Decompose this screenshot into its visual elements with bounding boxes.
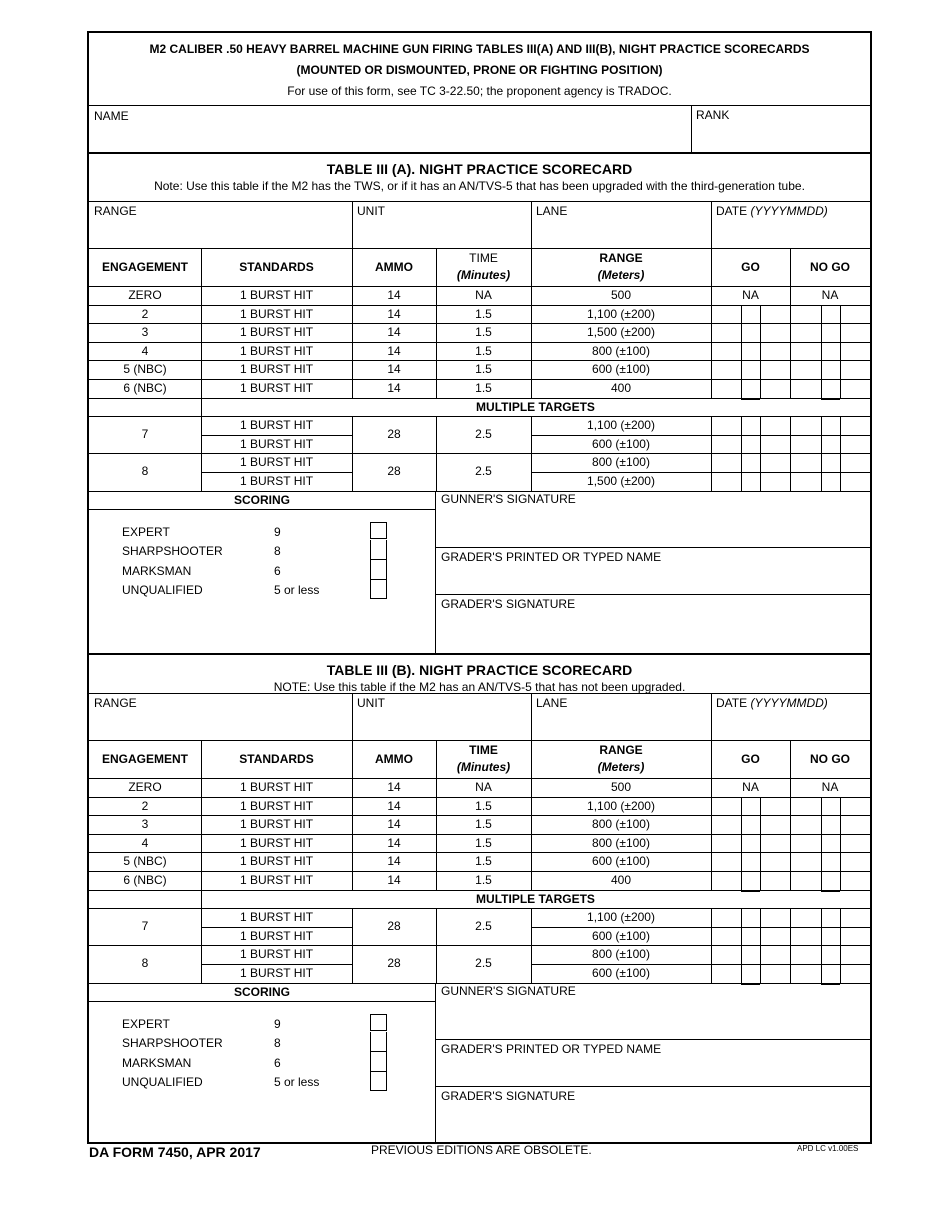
time-cell: 1.5 (475, 873, 492, 887)
range-label: RANGE (94, 696, 137, 710)
time-cell: 1.5 (475, 306, 492, 321)
scoring-rating: UNQUALIFIED (122, 1075, 203, 1090)
rule-line (711, 740, 712, 890)
scoring-rating: EXPERT (122, 524, 170, 539)
standards-cell: 1 BURST HIT (239, 873, 314, 887)
time-header-unit: (Minutes) (456, 268, 511, 282)
scoring-checkbox[interactable] (370, 1032, 387, 1052)
time-cell: 2.5 (475, 464, 492, 479)
standards-cell: 1 BURST HIT (239, 817, 314, 832)
ammo-cell: 14 (387, 798, 401, 813)
go-checkbox[interactable] (741, 871, 760, 890)
scoring-header: SCORING (233, 492, 290, 507)
multiple-targets-label: MULTIPLE TARGETS (476, 891, 595, 906)
lane-label: LANE (536, 696, 568, 710)
rule-line (531, 693, 532, 740)
standards-cell: 1 BURST HIT (239, 455, 314, 470)
ammo-cell: 14 (387, 854, 401, 869)
go-checkbox[interactable] (741, 964, 760, 983)
scoring-checkbox[interactable] (370, 1052, 387, 1072)
scoring-score: 9 (274, 1016, 281, 1031)
time-cell: 1.5 (475, 798, 492, 813)
scoring-score: 9 (274, 524, 281, 539)
rule-line (790, 908, 791, 982)
engagement-cell: 4 (141, 343, 149, 358)
rule-line (760, 908, 761, 982)
engagement-cell: 6 (NBC) (123, 873, 167, 887)
rule-line (790, 740, 791, 890)
time-cell: 1.5 (475, 817, 492, 832)
engagement-cell: 7 (141, 919, 149, 934)
go-cell: NA (742, 780, 759, 794)
range-cell: 500 (610, 288, 632, 302)
rule-line (840, 908, 841, 982)
standards-cell: 1 BURST HIT (239, 306, 314, 321)
lane-field[interactable] (536, 711, 706, 737)
ammo-cell: 28 (387, 427, 401, 442)
no-go-checkbox[interactable] (821, 815, 840, 834)
scoring-rating: SHARPSHOOTER (122, 1036, 223, 1051)
rule-line (741, 908, 742, 982)
range-cell: 600 (±100) (592, 966, 650, 980)
rule-line (711, 693, 712, 740)
gunner-signature-label: GUNNER'S SIGNATURE (441, 983, 576, 998)
rule-line (435, 1039, 870, 1040)
time-cell: 1.5 (475, 835, 492, 850)
range-cell: 600 (±100) (592, 362, 650, 377)
standards-cell: 1 BURST HIT (239, 928, 314, 943)
rule-line (436, 908, 437, 982)
form-title-line1: M2 CALIBER .50 HEAVY BARREL MACHINE GUN FIRING TABLES III(A) AND III(B), NIGHT PRACTICE SCORECARDS (149, 42, 810, 56)
go-checkbox[interactable] (741, 852, 760, 871)
range-cell: 1,100 (±200) (587, 418, 655, 433)
date-label-text: DATE (716, 204, 748, 218)
time-cell: 1.5 (475, 854, 492, 869)
go-checkbox[interactable] (741, 797, 760, 816)
time-cell: 1.5 (475, 325, 492, 340)
rule-line (435, 983, 436, 1142)
rule-line (201, 890, 202, 909)
range-header-label: RANGE (599, 743, 643, 757)
range-cell: 400 (610, 381, 632, 395)
date-field[interactable] (716, 711, 866, 737)
no-go-checkbox[interactable] (821, 871, 840, 890)
scoring-score: 5 or less (274, 583, 320, 598)
date-label-text: DATE (716, 696, 748, 710)
engagement-cell: 2 (141, 306, 149, 321)
ammo-cell: 14 (387, 835, 401, 850)
rule-line (201, 927, 352, 928)
table-b-section (89, 33, 870, 1142)
no-go-checkbox[interactable] (821, 927, 840, 946)
no-go-checkbox[interactable] (821, 945, 840, 964)
obsolete-note: PREVIOUS EDITIONS ARE OBSOLETE. (371, 1143, 592, 1157)
ammo-cell: 14 (387, 873, 401, 887)
engagement-cell: ZERO (128, 288, 162, 302)
standards-header: STANDARDS (239, 752, 314, 766)
time-header-label: TIME (469, 251, 498, 265)
range-cell: 800 (±100) (592, 947, 650, 962)
date-format: (YYYYMMDD) (750, 204, 828, 218)
time-cell: 2.5 (475, 919, 492, 934)
rule-line (760, 797, 761, 891)
engagement-cell: 8 (141, 956, 149, 971)
gunner-signature-label: GUNNER'S SIGNATURE (441, 491, 576, 506)
no-go-header: NO GO (809, 752, 850, 766)
range-cell: 800 (±100) (592, 343, 650, 358)
standards-cell: 1 BURST HIT (239, 966, 314, 980)
range-cell: 1,500 (±200) (587, 325, 655, 340)
rule-line (821, 797, 822, 891)
time-cell: 1.5 (475, 381, 492, 395)
no-go-cell: NA (821, 780, 839, 794)
grader-signature-label: GRADER'S SIGNATURE (441, 596, 576, 611)
rule-line (89, 1001, 435, 1002)
go-checkbox[interactable] (741, 908, 760, 927)
name-label: NAME (94, 109, 129, 123)
no-go-checkbox[interactable] (821, 852, 840, 871)
no-go-checkbox[interactable] (821, 797, 840, 816)
standards-cell: 1 BURST HIT (239, 362, 314, 377)
range-cell: 600 (±100) (592, 854, 650, 869)
rule-line (352, 740, 353, 890)
rule-line (821, 908, 822, 982)
range-cell: 600 (±100) (592, 928, 650, 943)
ammo-cell: 14 (387, 362, 401, 377)
scoring-checkbox[interactable] (370, 1071, 387, 1091)
engagement-cell: 6 (NBC) (123, 381, 167, 395)
standards-cell: 1 BURST HIT (239, 798, 314, 813)
range-cell: 400 (610, 873, 632, 887)
scoring-header: SCORING (233, 984, 290, 999)
lane-label: LANE (536, 204, 568, 218)
range-header-unit: (Meters) (597, 760, 645, 774)
scoring-score: 6 (274, 1055, 281, 1070)
range-field[interactable] (94, 711, 346, 737)
unit-field[interactable] (357, 711, 525, 737)
engagement-header: ENGAGEMENT (101, 260, 188, 274)
engagement-header: ENGAGEMENT (101, 752, 188, 766)
grader-name-field[interactable] (441, 1058, 865, 1084)
gunner-signature-field[interactable] (441, 1001, 865, 1037)
no-go-checkbox[interactable] (821, 834, 840, 853)
range-cell: 1,500 (±200) (587, 474, 655, 488)
scoring-rating: UNQUALIFIED (122, 583, 203, 598)
range-cell: 800 (±100) (592, 817, 650, 832)
no-go-cell: NA (821, 288, 839, 302)
go-checkbox[interactable] (741, 945, 760, 964)
go-header: GO (741, 752, 760, 766)
table-a-note: Note: Use this table if the M2 has the TWS, or if it has an AN/TVS-5 that has been upgraded with the third-generation tube. (154, 179, 805, 193)
standards-cell: 1 BURST HIT (239, 835, 314, 850)
go-header: GO (741, 260, 760, 274)
time-cell: 2.5 (475, 956, 492, 971)
scoring-score: 6 (274, 563, 281, 578)
go-cell: NA (742, 288, 759, 302)
engagement-cell: 3 (141, 817, 149, 832)
grader-name-label: GRADER'S PRINTED OR TYPED NAME (441, 549, 662, 564)
range-cell: 800 (±100) (592, 455, 650, 470)
standards-cell: 1 BURST HIT (239, 780, 314, 794)
version-label: APD LC v1.00ES (797, 1144, 859, 1153)
range-header-label: RANGE (599, 251, 643, 265)
no-go-checkbox[interactable] (821, 964, 840, 983)
no-go-checkbox[interactable] (821, 908, 840, 927)
go-checkbox[interactable] (741, 834, 760, 853)
ammo-cell: 28 (387, 464, 401, 479)
range-cell: 600 (±100) (592, 436, 650, 451)
ammo-cell: 14 (387, 343, 401, 358)
time-cell: NA (475, 780, 492, 794)
engagement-cell: 7 (141, 427, 149, 442)
scoring-checkbox[interactable] (370, 1014, 387, 1031)
rule-line (741, 984, 760, 985)
time-cell: 2.5 (475, 427, 492, 442)
unit-label: UNIT (357, 696, 385, 710)
ammo-cell: 14 (387, 325, 401, 340)
rule-line (821, 984, 840, 985)
ammo-cell: 28 (387, 919, 401, 934)
multiple-targets-label: MULTIPLE TARGETS (476, 399, 595, 414)
date-label (716, 696, 828, 710)
date-format: (YYYYMMDD) (750, 696, 828, 710)
scoring-score: 5 or less (274, 1075, 320, 1090)
rule-line (741, 797, 742, 891)
range-header-unit: (Meters) (597, 268, 645, 282)
scoring-score: 8 (274, 1036, 281, 1051)
ammo-header: AMMO (375, 752, 413, 766)
scoring-rating: EXPERT (122, 1016, 170, 1031)
time-header (436, 742, 531, 776)
range-cell: 1,100 (±200) (587, 798, 655, 813)
time-header-label: TIME (469, 743, 498, 757)
form-use-note: For use of this form, see TC 3-22.50; the proponent agency is TRADOC. (287, 84, 672, 98)
ammo-cell: 14 (387, 306, 401, 321)
standards-cell: 1 BURST HIT (239, 910, 314, 925)
rule-line (531, 927, 870, 928)
grader-signature-label: GRADER'S SIGNATURE (441, 1088, 576, 1103)
time-cell: 1.5 (475, 343, 492, 358)
rule-line (201, 964, 352, 965)
ammo-cell: 14 (387, 288, 401, 302)
engagement-cell: ZERO (128, 780, 162, 794)
grader-name-label: GRADER'S PRINTED OR TYPED NAME (441, 1041, 662, 1056)
rule-line (201, 740, 202, 890)
rule-line (531, 964, 870, 965)
engagement-cell: 3 (141, 325, 149, 340)
time-cell: NA (475, 288, 492, 302)
rule-line (531, 908, 532, 982)
no-go-header: NO GO (809, 260, 850, 274)
rank-label: RANK (696, 108, 730, 122)
rule-line (531, 740, 532, 890)
form-id: DA FORM 7450, APR 2017 (89, 1144, 261, 1160)
engagement-cell: 2 (141, 798, 149, 813)
standards-cell: 1 BURST HIT (239, 325, 314, 340)
scoring-rating: MARKSMAN (122, 1055, 192, 1070)
table-b-note: NOTE: Use this table if the M2 has an AN/TVS-5 that has not been upgraded. (273, 680, 686, 694)
da-form-7450 (87, 31, 872, 1144)
ammo-header: AMMO (375, 260, 413, 274)
time-cell: 1.5 (475, 362, 492, 377)
rule-line (352, 908, 353, 982)
rule-line (352, 693, 353, 740)
ammo-cell: 14 (387, 817, 401, 832)
go-checkbox[interactable] (741, 815, 760, 834)
ammo-cell: 14 (387, 381, 401, 395)
standards-cell: 1 BURST HIT (239, 418, 314, 433)
standards-cell: 1 BURST HIT (239, 343, 314, 358)
range-cell: 1,100 (±200) (587, 306, 655, 321)
range-cell: 500 (610, 780, 632, 794)
ammo-cell: 28 (387, 956, 401, 971)
go-checkbox[interactable] (741, 927, 760, 946)
ammo-cell: 14 (387, 780, 401, 794)
rule-line (201, 908, 202, 982)
scoring-score: 8 (274, 544, 281, 559)
grader-signature-field[interactable] (441, 1105, 865, 1138)
standards-cell: 1 BURST HIT (239, 288, 314, 302)
standards-cell: 1 BURST HIT (239, 947, 314, 962)
unit-label: UNIT (357, 204, 385, 218)
rule-line (435, 1086, 870, 1087)
standards-cell: 1 BURST HIT (239, 474, 314, 488)
scoring-rating: MARKSMAN (122, 563, 192, 578)
standards-header: STANDARDS (239, 260, 314, 274)
time-header-unit: (Minutes) (456, 760, 511, 774)
range-cell: 1,100 (±200) (587, 910, 655, 925)
table-a-title: TABLE III (A). NIGHT PRACTICE SCORECARD (326, 161, 633, 177)
form-title-line2: (MOUNTED OR DISMOUNTED, PRONE OR FIGHTING POSITION) (296, 63, 663, 77)
engagement-cell: 8 (141, 464, 149, 479)
rule-line (741, 983, 742, 984)
standards-cell: 1 BURST HIT (239, 854, 314, 869)
range-label: RANGE (94, 204, 137, 218)
rule-line (840, 797, 841, 891)
range-header (531, 742, 711, 776)
standards-cell: 1 BURST HIT (239, 436, 314, 451)
engagement-cell: 4 (141, 835, 149, 850)
engagement-cell: 5 (NBC) (123, 854, 167, 869)
rule-line (89, 693, 870, 694)
range-cell: 800 (±100) (592, 835, 650, 850)
standards-cell: 1 BURST HIT (239, 381, 314, 395)
scoring-rating: SHARPSHOOTER (122, 544, 223, 559)
rule-line (436, 740, 437, 890)
rule-line (711, 908, 712, 982)
engagement-cell: 5 (NBC) (123, 362, 167, 377)
table-b-title: TABLE III (B). NIGHT PRACTICE SCORECARD (326, 662, 633, 678)
